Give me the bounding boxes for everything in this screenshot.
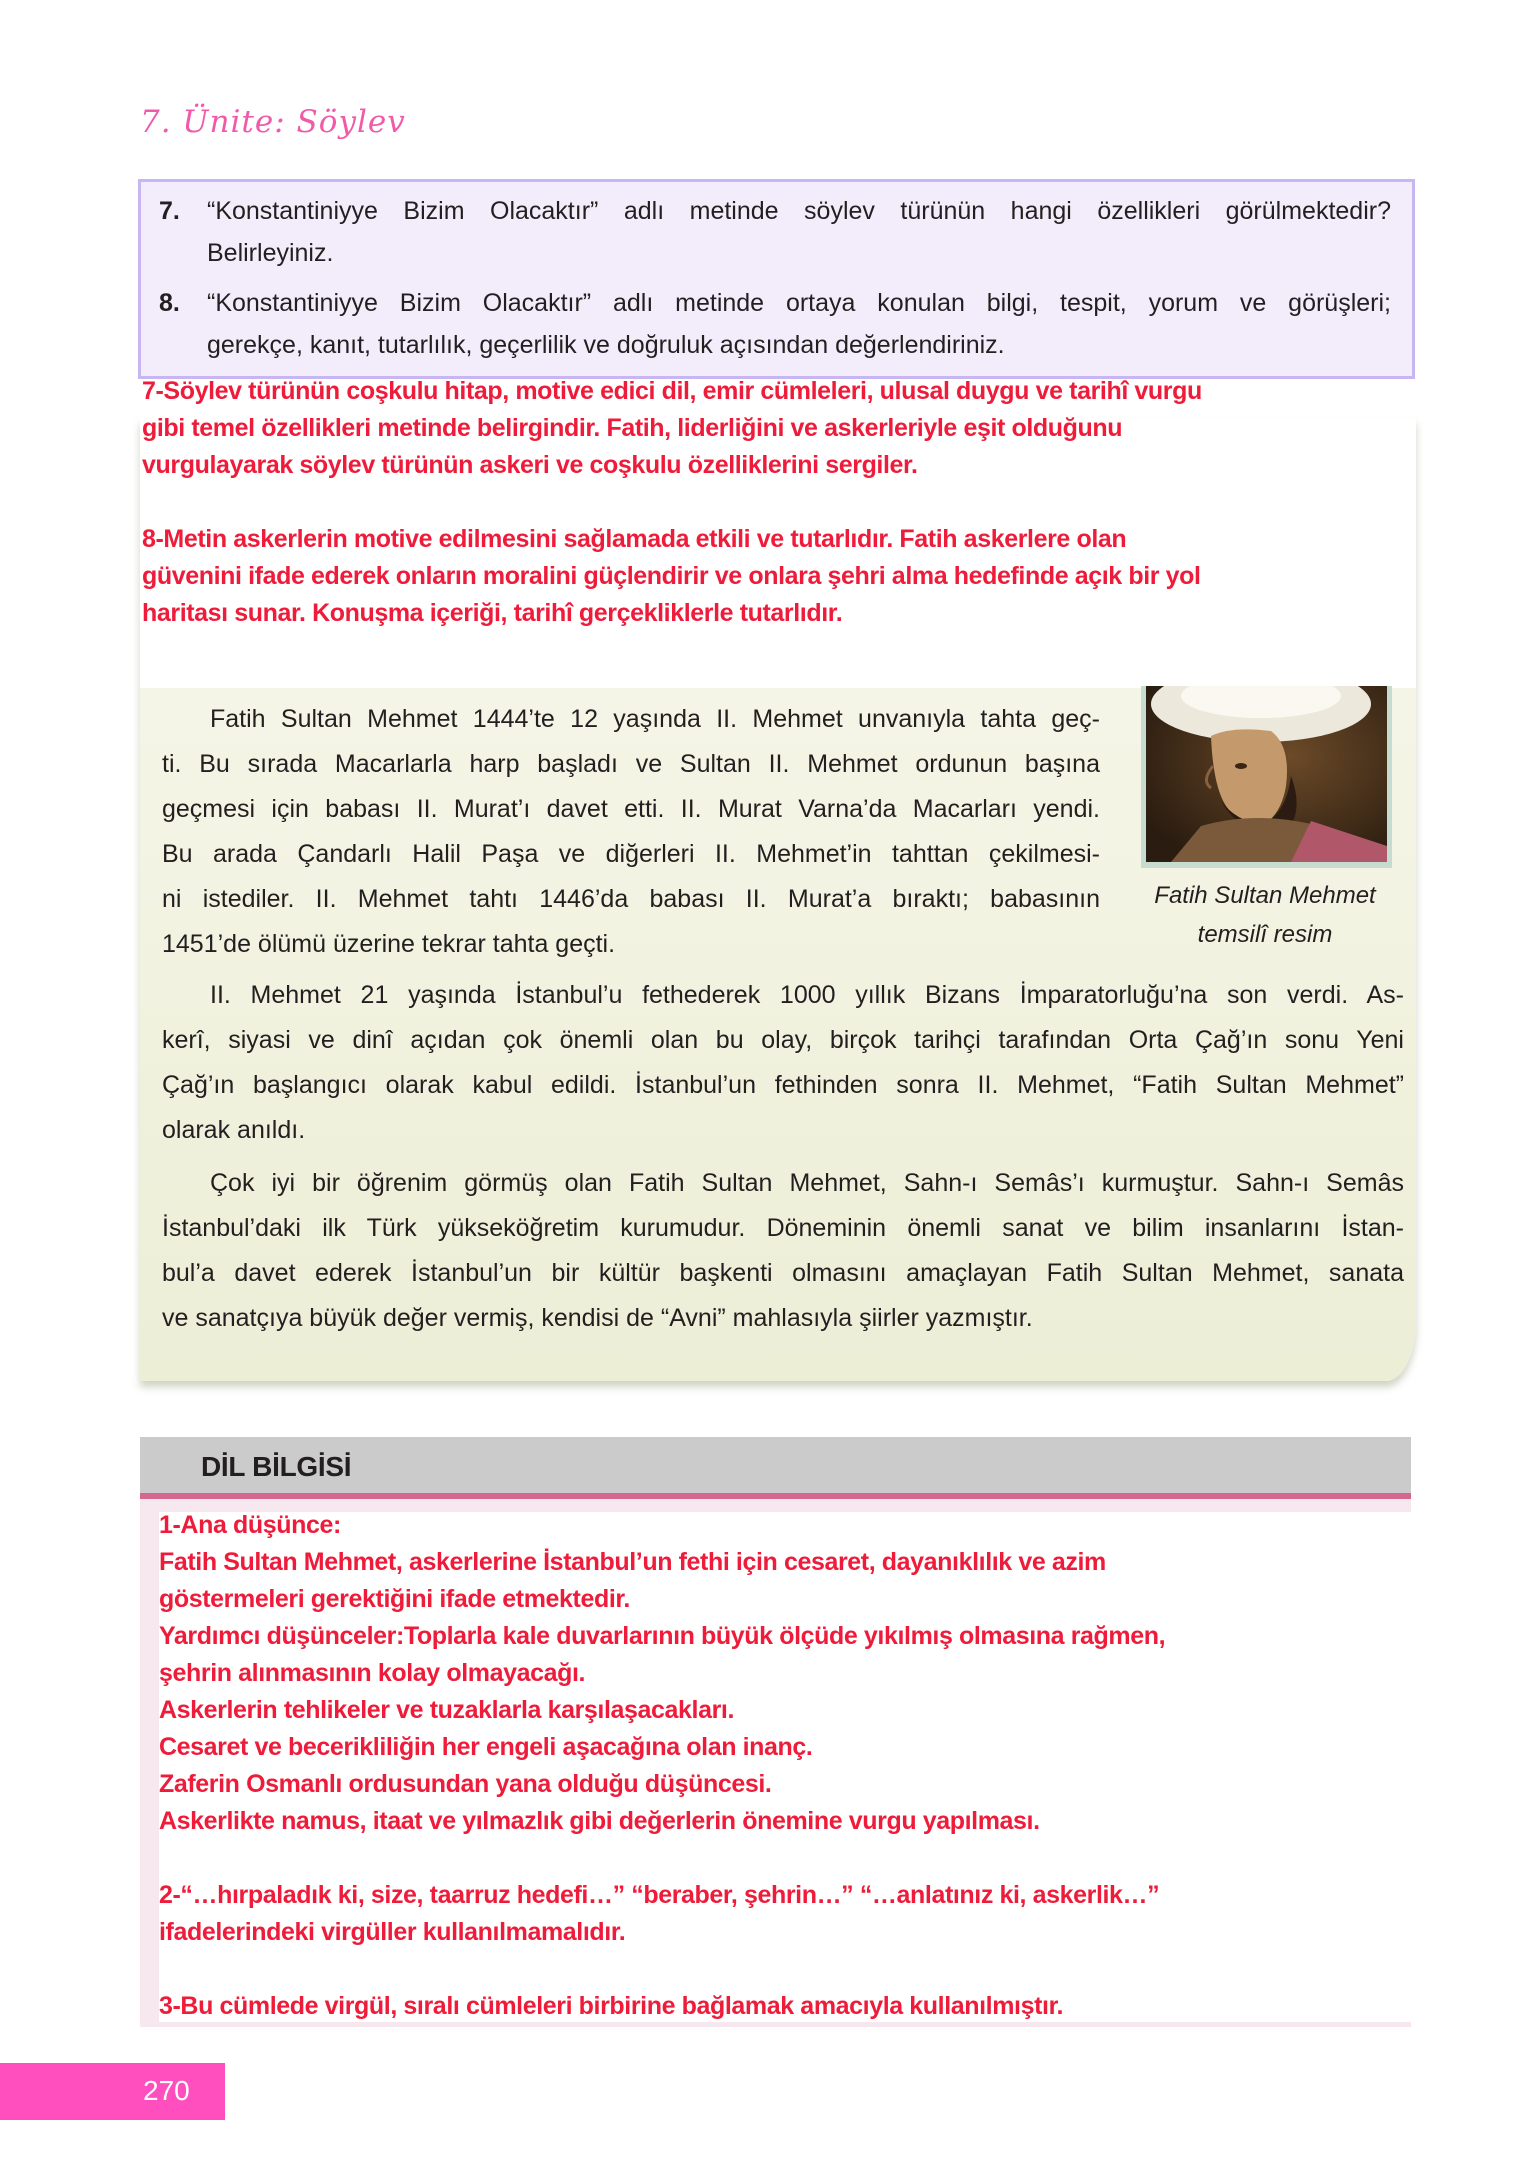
answer-line: Askerlikte namus, itaat ve yılmazlık gibi değerlerin önemine vurgu yapılması. xyxy=(159,1807,1040,1835)
unit-title: 7. Ünite: Söylev xyxy=(140,104,406,140)
question-line: gerekçe, kanıt, tutarlılık, geçerlilik ve doğruluk açısından değerlendiriniz. xyxy=(207,331,1005,359)
answer-line: Yardımcı düşünceler:Toplarla kale duvarlarının büyük ölçüde yıkılmış olmasına rağmen, xyxy=(159,1622,1166,1650)
answer-line: şehrin alınmasının kolay olmayacağı. xyxy=(159,1659,586,1687)
question-number: 7. xyxy=(159,197,180,225)
text-line: Fatih Sultan Mehmet 1444’te 12 yaşında II. Mehmet unvanıyla tahta geç- xyxy=(210,705,1100,733)
question-line: Belirleyiniz. xyxy=(207,239,334,267)
questions-box xyxy=(138,179,1415,379)
question-line: “Konstantiniyye Bizim Olacaktır” adlı metinde ortaya konulan bilgi, tespit, yorum ve görüşleri; xyxy=(207,289,1391,317)
answer-line: ifadelerindeki virgüller kullanılmamalıdır. xyxy=(159,1918,626,1946)
answer-line: 8-Metin askerlerin motive edilmesini sağlamada etkili ve tutarlıdır. Fatih askerlere olan xyxy=(142,525,1127,553)
question-line: “Konstantiniyye Bizim Olacaktır” adlı metinde söylev türünün hangi özellikleri görülmektedir? xyxy=(207,197,1391,225)
grammar-answers xyxy=(159,1507,1165,2025)
answer-line: 2-“…hırpaladık ki, size, taarruz hedefi…” “beraber, şehrin…” “…anlatınız ki, askerlik…” xyxy=(159,1881,1160,1909)
text-line: bul’a davet ederek İstanbul’un bir kültür başkenti olmasını amaçlayan Fatih Sultan Mehmet, sanata xyxy=(162,1259,1404,1287)
text-line: ti. Bu sırada Macarlarla harp başladı ve Sultan II. Mehmet ordunun başına xyxy=(162,750,1100,778)
answer-line: güvenini ifade ederek onların moralini güçlendirir ve onlara şehri alma hedefinde açık bir yol xyxy=(142,562,1201,590)
text-line: II. Mehmet 21 yaşında İstanbul’u fethederek 1000 yıllık Bizans İmparatorluğu’na son verdi. As- xyxy=(210,981,1404,1009)
portrait-image xyxy=(1141,686,1392,868)
portrait-caption xyxy=(1120,876,1410,954)
question-7 xyxy=(159,190,1391,274)
page-number-tab xyxy=(0,2063,225,2120)
text-line: İstanbul’daki ilk Türk yükseköğretim kurumudur. Döneminin önemli sanat ve bilim insanlarını İstan- xyxy=(162,1214,1404,1242)
text-line: ve sanatçıya büyük değer vermiş, kendisi de “Avni” mahlasıyla şiirler yazmıştır. xyxy=(162,1304,1033,1332)
answer-line: 3-Bu cümlede virgül, sıralı cümleleri birbirine bağlamak amacıyla kullanılmıştır. xyxy=(159,1992,1064,2020)
answer-line xyxy=(159,1951,1165,1988)
answer-line xyxy=(159,1840,1165,1877)
answer-line: gibi temel özellikleri metinde belirgindir. Fatih, liderliğini ve askerleriyle eşit olduğunu xyxy=(142,414,1123,442)
answer-line: göstermeleri gerektiğini ifade etmektedir. xyxy=(159,1585,630,1613)
text-line: 1451’de ölümü üzerine tekrar tahta geçti. xyxy=(162,930,616,958)
text-line: kerî, siyasi ve dinî açıdan çok önemli olan bu olay, birçok tarihçi tarafından Orta Çağ’ın sonu Yeni xyxy=(162,1026,1404,1054)
text-line: Bu arada Çandarlı Halil Paşa ve diğerleri II. Mehmet’in tahttan çekilmesi- xyxy=(162,840,1100,868)
caption-line: Fatih Sultan Mehmet xyxy=(1154,882,1376,909)
answer-line: haritası sunar. Konuşma içeriği, tarihî gerçekliklerle tutarlıdır. xyxy=(142,599,843,627)
text-line: Çok iyi bir öğrenim görmüş olan Fatih Sultan Mehmet, Sahn-ı Semâs’ı kurmuştur. Sahn-ı Semâs xyxy=(210,1169,1404,1197)
answer-line: vurgulayarak söylev türünün askeri ve coşkulu özelliklerini sergiler. xyxy=(142,451,918,479)
grammar-title: DİL BİLGİSİ xyxy=(201,1451,352,1482)
answer-line: 1-Ana düşünce: xyxy=(159,1511,341,1539)
answer-7 xyxy=(142,373,1202,484)
caption-line: temsilî resim xyxy=(1197,921,1333,948)
answer-line: Cesaret ve becerikliliğin her engeli aşacağına olan inanç. xyxy=(159,1733,813,1761)
question-8 xyxy=(159,282,1391,366)
biography-paragraph-1 xyxy=(162,697,1100,967)
answer-line: 7-Söylev türünün coşkulu hitap, motive edici dil, emir cümleleri, ulusal duygu ve tarihî vurgu xyxy=(142,377,1202,405)
answer-line: Zaferin Osmanlı ordusundan yana olduğu düşüncesi. xyxy=(159,1770,772,1798)
biography-paragraph-3 xyxy=(162,1161,1404,1341)
fatih-portrait-illustration xyxy=(1141,686,1392,868)
text-line: Çağ’ın başlangıcı olarak kabul edildi. İstanbul’un fethinden sonra II. Mehmet, “Fatih Sultan Mehmet” xyxy=(162,1071,1404,1099)
answer-line: Fatih Sultan Mehmet, askerlerine İstanbul’un fethi için cesaret, dayanıklılık ve azim xyxy=(159,1548,1106,1576)
text-line: olarak anıldı. xyxy=(162,1116,306,1144)
text-line: geçmesi için babası II. Murat’ı davet etti. II. Murat Varna’da Macarları yendi. xyxy=(162,795,1100,823)
question-number: 8. xyxy=(159,289,180,317)
answer-8 xyxy=(142,521,1201,632)
biography-paragraph-2 xyxy=(162,973,1404,1153)
page-number: 270 xyxy=(143,2075,190,2106)
answer-line: Askerlerin tehlikeler ve tuzaklarla karşılaşacakları. xyxy=(159,1696,735,1724)
text-line: ni istediler. II. Mehmet tahtı 1446’da babası II. Murat’a bıraktı; babasının xyxy=(162,885,1100,913)
